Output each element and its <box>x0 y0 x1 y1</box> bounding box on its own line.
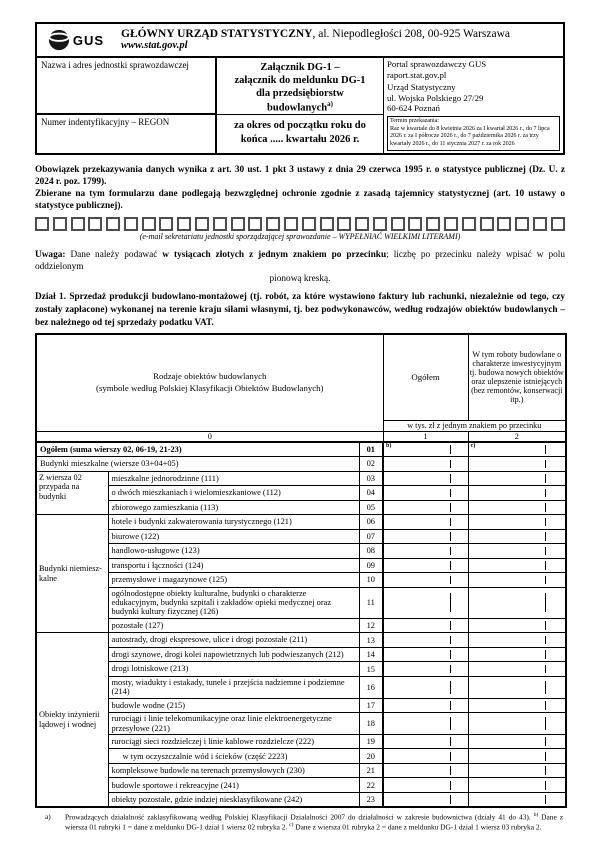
note-line2: pionową kreską. <box>269 274 331 285</box>
decimal-separator-tick <box>545 781 546 790</box>
decimal-separator-tick <box>545 766 546 775</box>
row-number: 06 <box>359 515 383 530</box>
row-number: 22 <box>359 778 383 793</box>
email-char-box[interactable] <box>124 217 138 231</box>
cell-total-row-13[interactable] <box>383 633 468 648</box>
footnote-text-a: Prowadzących działalność zaklasyfikowaną według Polskiej Klasyfikacji Działalności 2007 do działalności w zakresie budownictwa (działy 41 do 43). <box>65 812 534 822</box>
row-label: mieszkalne jednorodzinne (111) <box>108 471 359 486</box>
email-char-box[interactable] <box>533 217 547 231</box>
cell-investment-row-05[interactable] <box>468 500 566 515</box>
header-center-column <box>217 58 384 153</box>
org-title-cell <box>115 26 563 54</box>
email-char-box[interactable] <box>177 217 191 231</box>
row-label: rurociągi sieci rozdzielczej i linie kablowe rozdzielcze (222) <box>108 734 359 749</box>
table-row <box>36 573 566 588</box>
decimal-separator-tick <box>450 752 451 761</box>
cell-total-row-09[interactable] <box>383 558 468 573</box>
column-header-total: Ogółem <box>383 334 468 420</box>
decimal-separator-tick <box>450 532 451 541</box>
cell-total-row-23[interactable] <box>383 792 468 807</box>
row-label: Ogółem (suma wierszy 02, 06-19, 21-23) <box>36 442 359 457</box>
table-row <box>36 515 566 530</box>
email-char-box[interactable] <box>551 217 565 231</box>
footnote-marker-c: c) <box>289 822 294 829</box>
cell-investment-row-02[interactable] <box>468 457 566 472</box>
cell-investment-row-23[interactable] <box>468 792 566 807</box>
legal-line1: Obowiązek przekazywania danych wynika z art. 30 ust. 1 pkt 3 ustawy z dnia 29 czerwca 1995 r. o statystyce publicznej (Dz. U. z 2024 r. poz. 1799). <box>35 164 565 187</box>
table-row <box>36 486 566 501</box>
cell-total-row-04[interactable] <box>383 486 468 501</box>
regon-label: Numer indentyfikacyjny – REGON <box>41 117 170 127</box>
gus-logo <box>37 24 115 56</box>
table-row <box>36 713 566 735</box>
email-char-box[interactable] <box>337 217 351 231</box>
row-number: 17 <box>359 698 383 713</box>
attachment-title-line1: Załącznik DG-1 – <box>260 62 340 73</box>
email-char-box[interactable] <box>373 217 387 231</box>
form-header <box>35 22 565 155</box>
decimal-separator-tick <box>545 561 546 570</box>
cell-investment-row-20[interactable] <box>468 749 566 764</box>
decimal-separator-tick <box>450 650 451 659</box>
row-number: 10 <box>359 573 383 588</box>
footnote-marker-a: a) <box>45 811 51 821</box>
gus-globe-icon <box>48 29 70 51</box>
cell-total-row-02[interactable] <box>383 457 468 472</box>
cell-investment-row-03[interactable] <box>468 471 566 486</box>
row-label: drogi szynowe, drogi kolei napowietrznych lub podwieszanych (212) <box>108 647 359 662</box>
row-label: rurociągi i linie telekomunikacyjne oraz linie elektroenergetyczne przesyłowe (221) <box>108 713 359 735</box>
decimal-separator-tick <box>450 636 451 645</box>
row-number: 14 <box>359 647 383 662</box>
email-char-box[interactable] <box>142 217 156 231</box>
regon-field[interactable] <box>37 115 215 153</box>
email-char-box[interactable] <box>302 217 316 231</box>
table-row <box>36 529 566 544</box>
legal-notice <box>35 164 565 212</box>
table-row <box>36 618 566 633</box>
decimal-separator-tick <box>545 445 546 453</box>
row-number: 11 <box>359 587 383 618</box>
cell-total-row-11[interactable] <box>383 587 468 618</box>
row-group-label: Obiekty inżynierii lądowej i wodnej <box>36 633 108 807</box>
row-group-label: Budynki niemiesz-kalne <box>36 515 108 633</box>
decimal-separator-tick <box>450 474 451 483</box>
decimal-separator-tick <box>545 737 546 746</box>
unit-name-address-field[interactable] <box>37 58 215 115</box>
email-comb-row <box>35 217 565 231</box>
decimal-separator-tick <box>545 547 546 556</box>
row-number: 21 <box>359 763 383 778</box>
units-header: w tys. zł z jednym znakiem po przecinku <box>383 420 566 431</box>
row-number: 23 <box>359 792 383 807</box>
decimal-separator-tick <box>545 636 546 645</box>
org-name: GŁÓWNY URZĄD STATYSTYCZNY <box>121 28 313 40</box>
email-char-box[interactable] <box>106 217 120 231</box>
email-char-box[interactable] <box>480 217 494 231</box>
dzial1-table <box>35 333 567 808</box>
row-label: autostrady, drogi ekspresowe, ulice i drogi pozostałe (211) <box>108 633 359 648</box>
cell-investment-row-11[interactable] <box>468 587 566 618</box>
cell-total-row-03[interactable] <box>383 471 468 486</box>
deadline-label: Termin przekazania: <box>390 117 440 124</box>
row-label: kompleksowe budowle na terenach przemysłowych (230) <box>108 763 359 778</box>
decimal-separator-tick <box>545 576 546 585</box>
email-char-box[interactable] <box>426 217 440 231</box>
decimal-separator-tick <box>545 665 546 674</box>
row-label: drogi lotniskowe (213) <box>108 662 359 677</box>
decimal-separator-tick <box>545 717 546 730</box>
table-row <box>36 471 566 486</box>
cell-investment-row-21[interactable] <box>468 763 566 778</box>
row-label: Budynki mieszkalne (wiersze 03+04+05) <box>36 457 359 472</box>
cell-investment-row-16[interactable] <box>468 676 566 698</box>
portal-line2: raport.stat.gov.pl <box>387 69 447 80</box>
cell-investment-row-22[interactable] <box>468 778 566 793</box>
cell-total-row-18[interactable] <box>383 713 468 735</box>
decimal-separator-tick <box>450 795 451 803</box>
cell-total-row-15[interactable] <box>383 662 468 677</box>
cell-investment-row-04[interactable] <box>468 486 566 501</box>
table-row <box>36 647 566 662</box>
decimal-separator-tick <box>545 460 546 469</box>
cell-total-row-17[interactable] <box>383 698 468 713</box>
cell-total-row-14[interactable] <box>383 647 468 662</box>
row-number: 13 <box>359 633 383 648</box>
org-address: , al. Niepodległości 208, 00-925 Warszawa <box>312 28 510 40</box>
email-char-box[interactable] <box>231 217 245 231</box>
row-number: 09 <box>359 558 383 573</box>
note-label: Uwaga: <box>35 250 66 261</box>
cell-total-row-01[interactable] <box>383 442 468 457</box>
row-label: biurowe (122) <box>108 529 359 544</box>
cell-total-row-12[interactable] <box>383 618 468 633</box>
decimal-separator-tick <box>545 518 546 527</box>
email-char-box[interactable] <box>266 217 280 231</box>
decimal-separator-tick <box>450 460 451 469</box>
row-number: 12 <box>359 618 383 633</box>
attachment-title-line4: budowlanych <box>267 102 328 114</box>
email-char-box[interactable] <box>320 217 334 231</box>
label-header-line2: (symbole według Polskiej Klasyfikacji Obiektów Budowlanych) <box>96 382 324 393</box>
cell-footnote-ref: b) <box>386 443 392 450</box>
decimal-separator-tick <box>450 445 451 453</box>
table-row <box>36 792 566 807</box>
email-char-box[interactable] <box>391 217 405 231</box>
legal-line2: Zbierane na tym formularzu dane podlegają bezwzględnej ochronie zgodnie z zasadą tajemnicy statystycznej (art. 10 ustawy o statystyce publicznej). <box>35 189 565 212</box>
decimal-separator-tick <box>450 766 451 775</box>
decimal-separator-tick <box>545 650 546 659</box>
section-title: Dział 1. Sprzedaż produkcji budowlano-montażowej (tj. robót, za które wystawiono faktury lub rachunki, niezależnie od tego, czy zostały zapłacone) wykonanej na terenie kraju siłami własnymi, tj. bez podwykonawców, według rodzajów obiektów budowlanych – bez należnego od tej sprzedaży podatku VAT. <box>35 292 565 328</box>
decimal-separator-tick <box>450 737 451 746</box>
decimal-separator-tick <box>450 489 451 498</box>
cell-total-row-10[interactable] <box>383 573 468 588</box>
cell-investment-row-06[interactable] <box>468 515 566 530</box>
cell-investment-row-01[interactable] <box>468 442 566 457</box>
cell-investment-row-19[interactable] <box>468 734 566 749</box>
deadline-box <box>387 116 560 151</box>
decimal-separator-tick <box>450 561 451 570</box>
deadline-text: Raz w kwartale do 8 kwietnia 2026 za I kwartał 2026 r., do 7 lipca 2026 r. za I półrocze 2026 r., do 7 października 2026 r. za trzy kwartały 2026 r., do 11 stycznia 2027 r. za rok 2026 <box>390 125 550 148</box>
note-after: ; liczbę po przecinku należy wpisać w polu oddzielonym <box>35 250 565 273</box>
email-char-box[interactable] <box>35 217 49 231</box>
row-label: budowle sportowe i rekreacyjne (241) <box>108 778 359 793</box>
cell-total-row-19[interactable] <box>383 734 468 749</box>
cell-footnote-ref: c) <box>470 443 476 450</box>
row-number: 01 <box>359 442 383 457</box>
decimal-separator-tick <box>545 681 546 694</box>
email-char-box[interactable] <box>462 217 476 231</box>
row-number: 07 <box>359 529 383 544</box>
footnote-marker-b: b) <box>533 811 539 818</box>
cell-total-row-16[interactable] <box>383 676 468 698</box>
decimal-separator-tick <box>545 621 546 630</box>
cell-total-row-20[interactable] <box>383 749 468 764</box>
cell-investment-row-17[interactable] <box>468 698 566 713</box>
row-label: zbiorowego zamieszkania (113) <box>108 500 359 515</box>
email-char-box[interactable] <box>497 217 511 231</box>
email-char-box[interactable] <box>355 217 369 231</box>
office-line3: 60-624 Poznań <box>387 103 441 114</box>
cell-investment-row-10[interactable] <box>468 573 566 588</box>
row-label: hotele i budynki zakwaterowania turystycznego (121) <box>108 515 359 530</box>
row-label: obiekty pozostałe, gdzie indziej niesklasyfikowane (242) <box>108 792 359 807</box>
row-label: ogólnodostępne obiekty kulturalne, budynki o charakterze edukacyjnym, budynki szpitali i zakładów opieki medycznej oraz budynki kultury fizycznej (126) <box>108 587 359 618</box>
cell-investment-row-14[interactable] <box>468 647 566 662</box>
email-char-box[interactable] <box>408 217 422 231</box>
row-number: 08 <box>359 544 383 559</box>
unit-name-address-label: Nazwa i adres jednostki sprawozdawczej <box>41 60 189 70</box>
row-number: 20 <box>359 749 383 764</box>
decimal-separator-tick <box>450 593 451 612</box>
cell-total-row-06[interactable] <box>383 515 468 530</box>
row-group-label: Z wiersza 02 przypada na budynki <box>36 471 108 515</box>
row-number: 15 <box>359 662 383 677</box>
table-row <box>36 749 566 764</box>
email-char-box[interactable] <box>444 217 458 231</box>
index-header-2: 2 <box>468 431 566 442</box>
label-header-line1: Rodzaje obiektów budowlanych <box>153 371 267 382</box>
decimal-separator-tick <box>545 752 546 761</box>
cell-investment-row-08[interactable] <box>468 544 566 559</box>
table-row <box>36 500 566 515</box>
column-header-labels <box>36 334 383 431</box>
email-char-box[interactable] <box>53 217 67 231</box>
column-header-investment: W tym roboty budowlane o charakterze inwestycyjnym tj. budowa nowych obiektów oraz ulepszenie istniejących (bez remontów, konserwacji itp.) <box>468 334 566 420</box>
row-number: 02 <box>359 457 383 472</box>
row-label: budowle wodne (215) <box>108 698 359 713</box>
email-char-box[interactable] <box>71 217 85 231</box>
decimal-separator-tick <box>450 503 451 512</box>
row-label: pozostałe (127) <box>108 618 359 633</box>
decimal-separator-tick <box>450 781 451 790</box>
email-char-box[interactable] <box>284 217 298 231</box>
row-number: 19 <box>359 734 383 749</box>
table-row <box>36 698 566 713</box>
table-row <box>36 734 566 749</box>
email-char-box[interactable] <box>213 217 227 231</box>
cell-total-row-07[interactable] <box>383 529 468 544</box>
decimal-separator-tick <box>450 681 451 694</box>
cell-investment-row-13[interactable] <box>468 633 566 648</box>
attachment-title-line3: dla przedsiębiorstw <box>256 88 344 100</box>
table-row <box>36 587 566 618</box>
table-row <box>36 662 566 677</box>
header-main-row <box>37 58 563 153</box>
row-number: 05 <box>359 500 383 515</box>
row-label: w tym oczyszczalnie wód i ścieków (część 2223) <box>108 749 359 764</box>
row-label: handlowo-usługowe (123) <box>108 544 359 559</box>
footnote-text-b: Dane z wiersza 01 rubryki 1 = dane z meldunku DG-1 dział 1 wiersz 02 rubryka 2. <box>65 812 563 832</box>
table-row <box>36 457 566 472</box>
decimal-separator-tick <box>545 701 546 710</box>
cell-total-row-05[interactable] <box>383 500 468 515</box>
decimal-separator-tick <box>545 795 546 803</box>
row-label: mosty, wiadukty i estakady, tunele i przejścia nadziemne i podziemne (214) <box>108 676 359 698</box>
cell-total-row-22[interactable] <box>383 778 468 793</box>
cell-investment-row-07[interactable] <box>468 529 566 544</box>
portal-line1: Portal sprawozdawczy GUS <box>387 59 487 69</box>
row-label: przemysłowe i magazynowe (125) <box>108 573 359 588</box>
table-row <box>36 558 566 573</box>
note-before: Dane należy podawać <box>65 250 163 261</box>
table-row <box>36 676 566 698</box>
index-header-1: 1 <box>383 431 468 442</box>
row-number: 16 <box>359 676 383 698</box>
attachment-title-line2: załącznik do meldunku DG-1 <box>234 75 366 87</box>
decimal-separator-tick <box>450 665 451 674</box>
header-left-column <box>37 58 217 153</box>
decimal-separator-tick <box>545 474 546 483</box>
table-row <box>36 633 566 648</box>
table-row <box>36 544 566 559</box>
decimal-separator-tick <box>450 547 451 556</box>
table-row <box>36 763 566 778</box>
cell-investment-row-18[interactable] <box>468 713 566 735</box>
email-char-box[interactable] <box>515 217 529 231</box>
table-row <box>36 778 566 793</box>
reporting-period: za okres od początku roku do końca ..... kwartału 2026 r. <box>234 120 366 145</box>
row-number: 18 <box>359 713 383 735</box>
footnotes <box>35 812 565 833</box>
decimal-separator-tick <box>450 621 451 630</box>
gus-logo-text: GUS <box>72 32 105 48</box>
office-line1: Urząd Statystyczny <box>387 82 456 93</box>
cell-investment-row-12[interactable] <box>468 618 566 633</box>
org-website: www.stat.gov.pl <box>121 40 188 51</box>
cell-investment-row-15[interactable] <box>468 662 566 677</box>
header-right-column <box>384 58 563 153</box>
header-top-row <box>37 24 563 58</box>
email-char-box[interactable] <box>248 217 262 231</box>
table-row <box>36 442 566 457</box>
email-caption: (e-mail sekretariatu jednostki sporządzającej sprawozdanie – WYPEŁNIAĆ WIELKIMI LITERAMI) <box>139 232 461 242</box>
decimal-separator-tick <box>450 576 451 585</box>
decimal-separator-tick <box>450 518 451 527</box>
decimal-separator-tick <box>545 593 546 612</box>
cell-total-row-21[interactable] <box>383 763 468 778</box>
note-bold: w tysiącach złotych z jednym znakiem po przecinku <box>162 250 387 261</box>
row-number: 03 <box>359 471 383 486</box>
index-header-0: 0 <box>36 431 383 442</box>
row-number: 04 <box>359 486 383 501</box>
note-block <box>35 249 565 285</box>
row-label: transportu i łączności (124) <box>108 558 359 573</box>
email-char-box[interactable] <box>159 217 173 231</box>
cell-total-row-08[interactable] <box>383 544 468 559</box>
attachment-title <box>217 58 383 115</box>
decimal-separator-tick <box>545 489 546 498</box>
decimal-separator-tick <box>545 503 546 512</box>
decimal-separator-tick <box>450 717 451 730</box>
decimal-separator-tick <box>450 701 451 710</box>
email-char-box[interactable] <box>195 217 209 231</box>
attachment-title-footnote-ref: a) <box>327 100 333 109</box>
office-line2: ul. Wojska Polskiego 27/29 <box>387 92 484 103</box>
footnote-text-c: Dane z wiersza 01 rubryka 2 = dane z meldunku DG-1 dział 1 wiersz 03 rubryka 2. <box>293 822 542 832</box>
email-char-box[interactable] <box>88 217 102 231</box>
cell-investment-row-09[interactable] <box>468 558 566 573</box>
decimal-separator-tick <box>545 532 546 541</box>
row-label: o dwóch mieszkaniach i wielomieszkaniowe (112) <box>108 486 359 501</box>
